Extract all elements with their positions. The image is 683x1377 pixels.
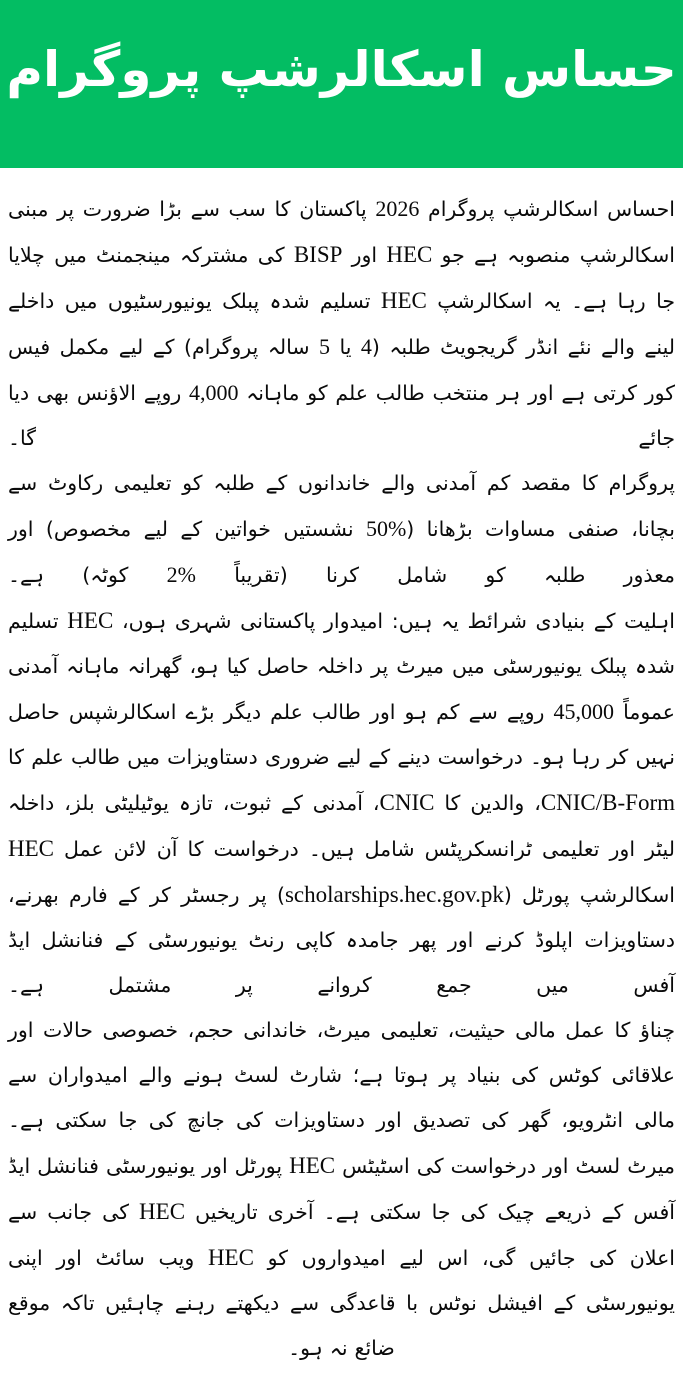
inline-latin-run: HEC xyxy=(8,836,54,861)
inline-latin-run: scholarships.hec.gov.pk xyxy=(284,882,504,907)
inline-latin-run: BISP xyxy=(293,242,343,267)
inline-latin-run: HEC xyxy=(139,1199,186,1224)
inline-latin-run: 4,000 xyxy=(189,380,239,405)
article-body xyxy=(0,168,683,1377)
inline-latin-run: CNIC xyxy=(379,790,435,815)
inline-latin-run: HEC xyxy=(380,288,427,313)
paragraph-intro: احساس اسکالرشپ پروگرام 2026 پاکستان کا سب سے بڑا ضرورت پر مبنی اسکالرشپ منصوبہ ہے جو HEC اور BISP کی مشترکہ مینجمنٹ میں چلایا جا رہا ہے۔ یہ اسکالرشپ HEC تسلیم شدہ پبلک یونیورسٹیوں میں داخلے لینے والے نئے انڈر گریجویٹ طلبہ (4 یا 5 سالہ پروگرام) کے لیے مکمل فیس کور کرتی ہے اور ہر منتخب طالب علم کو ماہانہ 4,000 روپے الاؤنس بھی دیا جائے گا۔ xyxy=(8,196,676,450)
paragraph-selection-and-deadlines: چناؤ کا عمل مالی حیثیت، تعلیمی میرٹ، خاندانی حجم، خصوصی حالات اور علاقائی کوٹس کی بنیاد پر ہوتا ہے؛ شارٹ لسٹ ہونے والے امیدواران سے مالی انٹرویو، گھر کی تصدیق اور دستاویزات کی جانچ کی جا سکتی ہے۔ میرٹ لسٹ اور درخواست کی اسٹیٹس HEC پورٹل اور یونیورسٹی فنانشل ایڈ آفس کے ذریعے چیک کی جا سکتی ہے۔ آخری تاریخیں HEC کی جانب سے اعلان کی جائیں گی، اس لیے امیدواروں کو HEC ویب سائٹ اور اپنی یونیورسٹی کے افیشل نوٹس با قاعدگی سے دیکھتے رہنے چاہئیں تاکہ موقع ضائع نہ ہو۔ xyxy=(8,1018,675,1360)
paragraph-eligibility-and-application: اہلیت کے بنیادی شرائط یہ ہیں: امیدوار پاکستانی شہری ہوں، HEC تسلیم شدہ پبلک یونیورسٹی میں میرٹ پر داخلہ حاصل کیا ہو، گھرانہ ماہانہ آمدنی عموماً 45,000 روپے سے کم ہو اور طالب علم دیگر بڑے اسکالرشپس حاصل نہیں کر رہا ہو۔ درخواست دینے کے لیے ضروری دستاویزات میں طالب علم کا CNIC/B-Form، والدین کا CNIC، آمدنی کے ثبوت، تازہ یوٹیلیٹی بلز، داخلہ لیٹر اور تعلیمی ٹرانسکرپٹس شامل ہیں۔ درخواست کا آن لائن عمل HEC اسکالرشپ پورٹل (scholarships.hec.gov.pk) پر رجسٹر کر کے فارم بھرنے، دستاویزات اپلوڈ کرنے اور پھر جامدہ کاپی رنٹ یونیورسٹی کے فنانشل ایڈ آفس میں جمع کروانے پر مشتمل ہے۔ xyxy=(8,608,676,997)
inline-latin-run: HEC xyxy=(67,608,114,633)
inline-latin-run: 50% xyxy=(365,516,407,541)
paragraph-objectives: پروگرام کا مقصد کم آمدنی والے خاندانوں کے طلبہ کو تعلیمی رکاوٹ سے بچانا، صنفی مساوات بڑھانا (50% نشستیں خواتین کے لیے مخصوص) اور معذور طلبہ کو شامل کرنا (تقریباً 2% کوٹہ) ہے۔ xyxy=(8,471,675,587)
inline-latin-run: 5 xyxy=(318,334,330,359)
inline-latin-run: HEC xyxy=(386,242,433,267)
header-banner xyxy=(0,0,683,168)
page-title: حساس اسکالرشپ پروگرام xyxy=(6,40,677,98)
inline-latin-run: 2% xyxy=(166,562,196,587)
inline-latin-run: 45,000 xyxy=(553,699,615,724)
inline-latin-run: CNIC/B-Form xyxy=(540,790,675,815)
inline-latin-run: HEC xyxy=(289,1153,336,1178)
inline-latin-run: 2026 xyxy=(375,196,420,221)
inline-latin-run: 4 xyxy=(360,334,372,359)
inline-latin-run: HEC xyxy=(207,1245,254,1270)
